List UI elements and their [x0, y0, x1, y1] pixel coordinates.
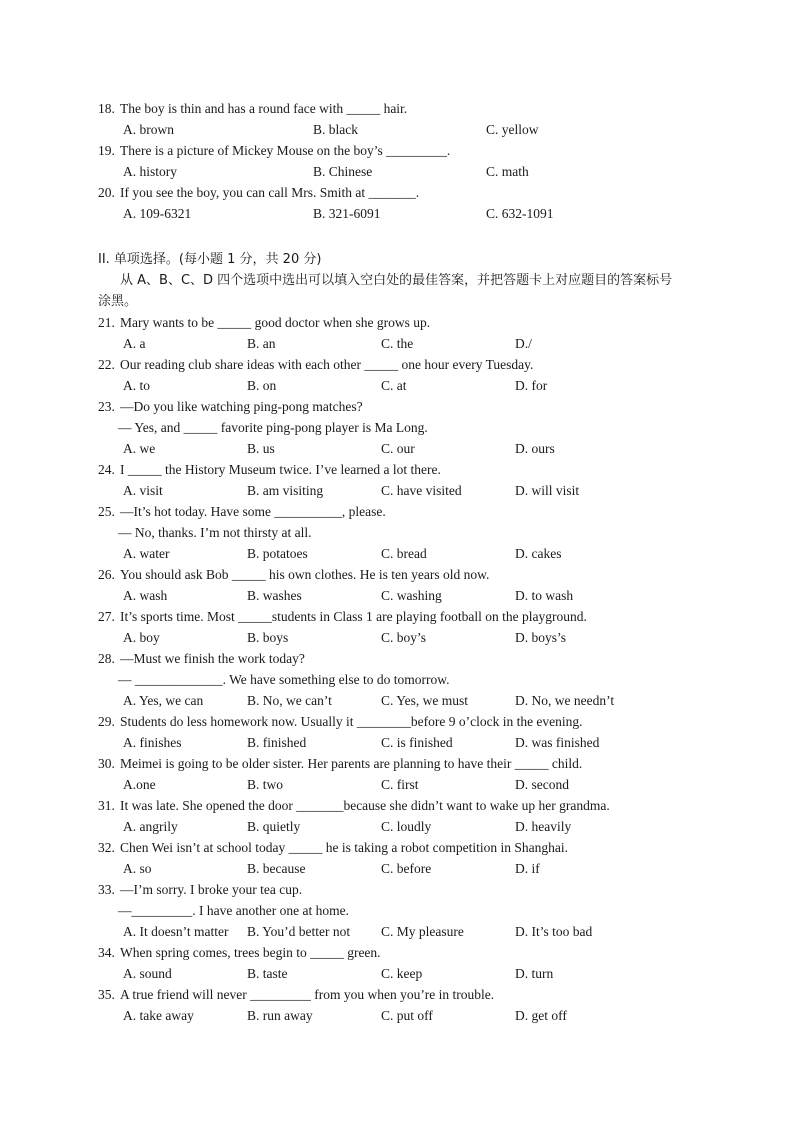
- option-d: D. It’s too bad: [515, 924, 593, 939]
- question-number: 20.: [98, 185, 115, 200]
- option-d: D. was finished: [515, 735, 600, 750]
- options-row: [0, 375, 800, 396]
- question-text: —Must we finish the work today?: [120, 651, 305, 666]
- option-b: B. on: [247, 378, 277, 393]
- section-instruction-cont: 涂黑。: [98, 294, 138, 309]
- option-d: D./: [515, 336, 532, 351]
- option-c: C. washing: [381, 588, 442, 603]
- option-b: B. taste: [247, 966, 288, 981]
- option-c: C. first: [381, 777, 419, 792]
- option-c: C. Yes, we must: [381, 693, 469, 708]
- options-row: [0, 1005, 800, 1026]
- question-number: 31.: [98, 798, 115, 813]
- option-a: A. finishes: [123, 735, 182, 750]
- options-row: [0, 816, 800, 837]
- question-number: 26.: [98, 567, 115, 582]
- question-number: 18.: [98, 101, 115, 116]
- question-number: 27.: [98, 609, 115, 624]
- option-c: C. at: [381, 378, 407, 393]
- question-31: [0, 795, 800, 837]
- option-c: C. is finished: [381, 735, 453, 750]
- option-c: C. bread: [381, 546, 427, 561]
- option-d: D. second: [515, 777, 569, 792]
- options-row: [0, 921, 800, 942]
- option-d: D. heavily: [515, 819, 572, 834]
- options-row: [0, 480, 800, 501]
- option-c: C. have visited: [381, 483, 462, 498]
- question-number: 22.: [98, 357, 115, 372]
- option-a: A. boy: [123, 630, 160, 645]
- options-row: [0, 774, 800, 795]
- option-a: A. 109-6321: [123, 206, 192, 221]
- option-b: B. black: [313, 122, 358, 137]
- question-number: 19.: [98, 143, 115, 158]
- section-heading: [0, 249, 800, 312]
- listening-questions: [0, 98, 800, 224]
- question-number: 21.: [98, 315, 115, 330]
- question-number: 34.: [98, 945, 115, 960]
- option-b: B. run away: [247, 1008, 313, 1023]
- question-number: 35.: [98, 987, 115, 1002]
- question-18: [0, 98, 800, 140]
- question-text-line: — Yes, and _____ favorite ping-pong player is Ma Long.: [118, 420, 428, 435]
- option-b: B. us: [247, 441, 275, 456]
- question-22: [0, 354, 800, 396]
- question-text: There is a picture of Mickey Mouse on the boy’s _________.: [120, 143, 451, 158]
- question-number: 32.: [98, 840, 115, 855]
- question-text: Chen Wei isn’t at school today _____ he is taking a robot competition in Shanghai.: [120, 840, 568, 855]
- question-21: [0, 312, 800, 354]
- option-a: A. a: [123, 336, 146, 351]
- options-row: [0, 858, 800, 879]
- question-number: 25.: [98, 504, 115, 519]
- options-row: [0, 627, 800, 648]
- question-text: —Do you like watching ping-pong matches?: [120, 399, 363, 414]
- option-d: D. if: [515, 861, 540, 876]
- option-a: A. sound: [123, 966, 172, 981]
- option-d: D. turn: [515, 966, 554, 981]
- question-text: Our reading club share ideas with each other _____ one hour every Tuesday.: [120, 357, 534, 372]
- option-b: B. potatoes: [247, 546, 308, 561]
- option-c: C. our: [381, 441, 415, 456]
- question-33: [0, 879, 800, 942]
- option-b: B. 321-6091: [313, 206, 381, 221]
- option-b: B. am visiting: [247, 483, 324, 498]
- option-a: A. brown: [123, 122, 174, 137]
- question-text: It was late. She opened the door _______because she didn’t want to wake up her grandma.: [120, 798, 610, 813]
- option-b: B. No, we can’t: [247, 693, 332, 708]
- question-35: [0, 984, 800, 1026]
- question-text: Meimei is going to be older sister. Her parents are planning to have their _____ child.: [120, 756, 583, 771]
- option-c: C. My pleasure: [381, 924, 464, 939]
- question-26: [0, 564, 800, 606]
- option-d: D. will visit: [515, 483, 580, 498]
- question-text-line: — _____________. We have something else to do tomorrow.: [118, 672, 450, 687]
- question-text: When spring comes, trees begin to _____ green.: [120, 945, 381, 960]
- option-c: C. the: [381, 336, 414, 351]
- options-row: [0, 690, 800, 711]
- question-24: [0, 459, 800, 501]
- question-number: 28.: [98, 651, 115, 666]
- option-c: C. before: [381, 861, 432, 876]
- multiple-choice-questions: [0, 312, 800, 1026]
- option-d: D. boys’s: [515, 630, 567, 645]
- options-row: [0, 963, 800, 984]
- option-a: A.one: [123, 777, 156, 792]
- question-23: [0, 396, 800, 459]
- option-c: C. keep: [381, 966, 423, 981]
- option-c: C. loudly: [381, 819, 432, 834]
- question-28: [0, 648, 800, 711]
- option-d: D. to wash: [515, 588, 574, 603]
- section-instruction: 从 A、B、C、D 四个选项中选出可以填入空白处的最佳答案，并把答题卡上对应题目的答案标号: [120, 273, 673, 288]
- question-27: [0, 606, 800, 648]
- option-a: A. wash: [123, 588, 168, 603]
- option-b: B. boys: [247, 630, 289, 645]
- option-c: C. math: [486, 164, 529, 179]
- option-a: A. visit: [123, 483, 163, 498]
- question-number: 24.: [98, 462, 115, 477]
- option-b: B. two: [247, 777, 284, 792]
- option-c: C. yellow: [486, 122, 539, 137]
- option-d: D. get off: [515, 1008, 567, 1023]
- option-c: C. put off: [381, 1008, 433, 1023]
- options-row: [0, 438, 800, 459]
- option-b: B. You’d better not: [247, 924, 351, 939]
- question-34: [0, 942, 800, 984]
- option-a: A. angrily: [123, 819, 178, 834]
- option-a: A. to: [123, 378, 150, 393]
- question-29: [0, 711, 800, 753]
- question-text: The boy is thin and has a round face with _____ hair.: [120, 101, 408, 116]
- option-a: A. Yes, we can: [123, 693, 204, 708]
- question-30: [0, 753, 800, 795]
- options-row: [0, 333, 800, 354]
- option-b: B. an: [247, 336, 276, 351]
- option-b: B. Chinese: [313, 164, 373, 179]
- question-number: 23.: [98, 399, 115, 414]
- option-a: A. history: [123, 164, 177, 179]
- option-b: B. finished: [247, 735, 307, 750]
- question-text: If you see the boy, you can call Mrs. Smith at _______.: [120, 185, 420, 200]
- option-a: A. water: [123, 546, 170, 561]
- exam-page: [0, 98, 800, 1026]
- option-d: D. ours: [515, 441, 555, 456]
- options-row: [0, 543, 800, 564]
- question-text: It’s sports time. Most _____students in Class 1 are playing football on the playground.: [120, 609, 587, 624]
- option-a: A. so: [123, 861, 152, 876]
- option-b: B. because: [247, 861, 306, 876]
- section-title: II. 单项选择。(每小题 1 分，共 20 分): [98, 252, 322, 267]
- option-a: A. take away: [123, 1008, 194, 1023]
- question-text-line: — No, thanks. I’m not thirsty at all.: [118, 525, 312, 540]
- option-a: A. It doesn’t matter: [123, 924, 229, 939]
- question-text: A true friend will never _________ from you when you’re in trouble.: [120, 987, 495, 1002]
- question-number: 29.: [98, 714, 115, 729]
- question-number: 33.: [98, 882, 115, 897]
- question-text-line: —_________. I have another one at home.: [118, 903, 349, 918]
- option-c: C. boy’s: [381, 630, 427, 645]
- question-number: 30.: [98, 756, 115, 771]
- options-row: [0, 732, 800, 753]
- question-19: [0, 140, 800, 182]
- question-20: [0, 182, 800, 224]
- question-25: [0, 501, 800, 564]
- option-a: A. we: [123, 441, 156, 456]
- option-d: D. No, we needn’t: [515, 693, 615, 708]
- option-b: B. washes: [247, 588, 302, 603]
- option-b: B. quietly: [247, 819, 301, 834]
- option-c: C. 632-1091: [486, 206, 554, 221]
- question-text: Mary wants to be _____ good doctor when she grows up.: [120, 315, 431, 330]
- question-text: I _____ the History Museum twice. I’ve learned a lot there.: [120, 462, 441, 477]
- question-text: —I’m sorry. I broke your tea cup.: [120, 882, 303, 897]
- question-text: —It’s hot today. Have some __________, please.: [120, 504, 386, 519]
- question-32: [0, 837, 800, 879]
- options-row: [0, 585, 800, 606]
- option-d: D. cakes: [515, 546, 562, 561]
- option-d: D. for: [515, 378, 548, 393]
- question-text: Students do less homework now. Usually it ________before 9 o’clock in the evening.: [120, 714, 583, 729]
- question-text: You should ask Bob _____ his own clothes. He is ten years old now.: [120, 567, 490, 582]
